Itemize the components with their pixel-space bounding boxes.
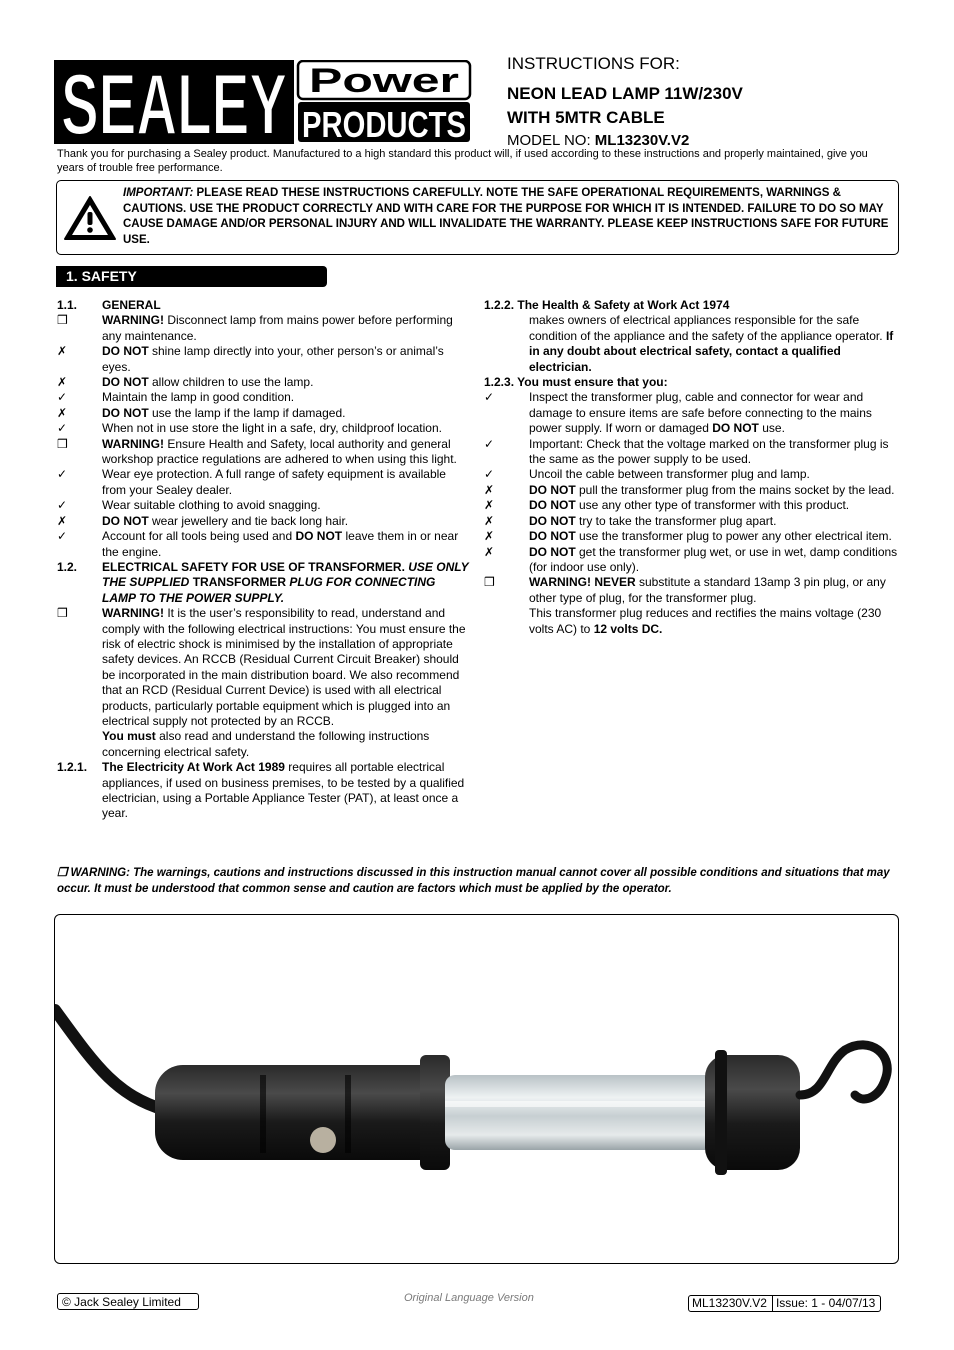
item-bold: 1.2.2. The Health & Safety at Work Act 1974: [484, 298, 730, 312]
list-item: [484, 437, 898, 468]
item-bold: DO NOT: [102, 405, 149, 420]
important-notice-box: [56, 180, 899, 255]
checkbox-icon: ❒: [57, 606, 68, 621]
list-item: [57, 514, 471, 529]
check-icon: ✓: [484, 467, 495, 482]
item-text: Inspect the transformer plug, cable and connector for wear and damage to ensure items are safe before connecting to the mains power supply. If worn or damaged: [529, 390, 872, 436]
important-body: PLEASE READ THESE INSTRUCTIONS CAREFULLY. NOTE THE SAFE OPERATIONAL REQUIREMENTS, WARNINGS & CAUTIONS. USE THE PRODUCT CORRECTLY AND WITH CARE FOR THE PURPOSE FOR WHICH IT IS INTENDED. FAILURE TO DO SO MAY CAUSE DAMAGE AND/OR PERSONAL INJURY AND WILL INVALIDATE THE WARRANTY. PLEASE KEEP INSTRUCTIONS SAFE FOR FUTURE USE.: [123, 187, 889, 246]
list-item: [57, 344, 471, 375]
list-item-text: [102, 344, 471, 375]
power-products-logo: [294, 60, 472, 144]
title-block: [507, 54, 927, 150]
item-text: use any other type of transformer with this product.: [575, 498, 850, 513]
list-item: [57, 421, 471, 436]
list-item-text: [102, 514, 471, 529]
heading-number: 1.1.: [57, 298, 78, 312]
product-image-frame: [54, 914, 899, 1264]
switch-button: [310, 1127, 336, 1153]
cross-icon: ✗: [484, 529, 495, 544]
list-item: [484, 498, 898, 513]
hanging-hook: [800, 1045, 887, 1099]
item-bold: DO NOT: [102, 344, 149, 359]
item-text: Wear eye protection. A full range of safety equipment is available from your Sealey dealer.: [102, 467, 446, 497]
heading-1-2-2: [484, 298, 898, 313]
item-text: Wear suitable clothing to avoid snagging.: [102, 498, 321, 513]
heading-1-2-3: 1.2.3. You must ensure that you:: [484, 375, 668, 390]
list-item: [57, 390, 471, 405]
product-name-line2: WITH 5MTR CABLE: [507, 108, 665, 127]
heading-part: ELECTRICAL SAFETY FOR USE OF TRANSFORMER.: [102, 559, 409, 574]
heading-1-2: [57, 560, 471, 606]
item-bold: DO NOT: [529, 529, 576, 544]
list-item-text: [529, 437, 898, 468]
list-item-text: [529, 467, 898, 482]
item-bold: If in any doubt about electrical safety, contact a qualified electrician.: [529, 328, 894, 374]
list-item: [484, 529, 898, 544]
item-text: Important: Check that the voltage marked on the transformer plug is the same as the power supply to be used.: [529, 436, 889, 467]
item-bold: 12 volts DC.: [593, 621, 663, 636]
item-text: Uncoil the cable between transformer plug and lamp.: [529, 467, 810, 482]
cross-icon: ✗: [484, 513, 495, 528]
item-text: wear jewellery and tie back long hair.: [148, 513, 349, 528]
item-text: When not in use store the light in a safe, dry, childproof location.: [102, 421, 442, 436]
list-item-text: [102, 313, 471, 344]
item-bold: DO NOT: [529, 544, 576, 559]
list-item-text: [529, 529, 898, 544]
heading-1-2-2-body: [484, 313, 898, 375]
heading-part: USE ONLY THE SUPPLIED: [102, 559, 469, 590]
logo-products-text: PRODUCTS: [302, 104, 466, 144]
item-text: shine lamp directly into your, other person’s or animal’s eyes.: [102, 344, 444, 374]
list-item-text: [102, 498, 471, 513]
item-text: use.: [758, 421, 785, 436]
item-text: use the transformer plug to power any other electrical item.: [575, 529, 892, 544]
list-item-text: [529, 483, 898, 498]
item-bold: DO NOT: [102, 513, 149, 528]
list-item-text: [102, 437, 471, 468]
check-icon: ✓: [57, 529, 68, 544]
logo-power-text: Power: [309, 62, 459, 100]
list-item-text: [102, 421, 471, 436]
item-text: Account for all tools being used and: [102, 529, 296, 544]
item-bold: You must: [102, 729, 156, 744]
heading-part: TRANSFORMER: [189, 575, 290, 590]
list-item: [484, 514, 898, 529]
list-item: [57, 467, 471, 498]
you-must-paragraph: [57, 729, 471, 760]
item-text: Disconnect lamp from mains power before performing any maintenance.: [102, 313, 453, 343]
checkbox-icon: ❒: [484, 575, 495, 590]
item-text: This transformer plug reduces and rectifies the mains voltage (230 volts AC) to: [529, 606, 882, 636]
item-text: Maintain the lamp in good condition.: [102, 390, 295, 405]
item-text: try to take the transformer plug apart.: [575, 513, 777, 528]
list-item: [57, 313, 471, 344]
sealey-logo-text: SEALEY: [61, 60, 287, 144]
model-label: MODEL NO:: [507, 132, 591, 149]
heading-title: GENERAL: [102, 298, 161, 312]
section-heading-safety: [56, 266, 327, 287]
item-text: also read and understand the following instructions concerning electrical safety.: [102, 729, 430, 759]
list-item-text: [102, 390, 471, 405]
list-item: [57, 406, 471, 421]
cross-icon: ✗: [57, 513, 68, 528]
item-text: makes owners of electrical appliances responsible for the safe condition of the appliance and the safety of the appliance operator.: [529, 313, 886, 343]
item-text: pull the transformer plug from the mains socket by the lead.: [575, 482, 895, 497]
heading-number: 1.2.: [57, 559, 78, 574]
item-text: get the transformer plug wet, or use in wet, damp conditions (for indoor use only).: [529, 544, 898, 574]
list-item: [484, 575, 898, 606]
item-bold: WARNING! NEVER: [529, 575, 636, 590]
list-item-text: [102, 375, 471, 390]
list-item-text: [102, 467, 471, 498]
heading-part: PLUG FOR CONNECTING LAMP TO THE POWER SUPPLY.: [102, 575, 436, 605]
footer-model-number: ML13230V.V2: [692, 1296, 767, 1310]
model-number: ML13230V.V2: [594, 132, 690, 149]
right-column: [484, 298, 898, 637]
cross-icon: ✗: [484, 544, 495, 559]
list-item: [57, 498, 471, 513]
checkbox-icon: ❒: [57, 436, 68, 451]
section-title: 1. SAFETY: [66, 268, 137, 284]
item-text: leave them in or near the engine.: [102, 529, 459, 559]
heading-title: [102, 560, 471, 606]
neon-lamp-image: [55, 915, 898, 1263]
item-bold: DO NOT: [295, 529, 343, 544]
item-text: use the lamp if the lamp if damaged.: [148, 405, 346, 420]
item-text: substitute a standard 13amp 3 pin plug, or any other type of plug, for the transformer plug.: [529, 575, 886, 605]
list-item-text: [102, 529, 471, 560]
thank-you-text: Thank you for purchasing a Sealey product. Manufactured to a high standard this product will, if used according to these instructions and properly maintained, give you years of trouble free performance.: [57, 148, 868, 174]
heading-1-2-1: [57, 760, 471, 822]
check-icon: ✓: [484, 390, 495, 405]
cross-icon: ✗: [57, 344, 68, 359]
footer-model-issue: [688, 1295, 881, 1312]
list-item: [57, 529, 471, 560]
item-text: allow children to use the lamp.: [148, 375, 314, 390]
list-item: [57, 606, 471, 729]
list-item: [57, 375, 471, 390]
cross-icon: ✗: [484, 482, 495, 497]
list-item-text: [529, 545, 898, 576]
list-item-text: [102, 760, 471, 822]
item-bold: WARNING!: [102, 436, 164, 451]
lamp-handle: [155, 1065, 455, 1160]
cross-icon: ✗: [57, 375, 68, 390]
list-item: [484, 390, 898, 436]
list-item: [57, 437, 471, 468]
instructions-for-label: INSTRUCTIONS FOR:: [507, 54, 680, 73]
heading-number: 1.2.1.: [57, 760, 88, 775]
item-bold: DO NOT: [529, 498, 576, 513]
item-bold: WARNING!: [102, 606, 164, 621]
list-item-text: [529, 514, 898, 529]
transformer-note: [484, 606, 898, 637]
heading-1-1: [57, 298, 471, 313]
check-icon: ✓: [57, 498, 68, 513]
check-icon: ✓: [484, 436, 495, 451]
product-name-line1: NEON LEAD LAMP 11W/230V: [507, 84, 743, 103]
list-item-text: [102, 606, 471, 729]
important-notice-text: [123, 186, 893, 248]
warning-triangle-icon: [63, 195, 117, 246]
power-products-logo-graphic: [294, 60, 472, 144]
cross-icon: ✗: [57, 405, 68, 420]
check-icon: ✓: [57, 390, 68, 405]
neon-tube: [445, 1075, 715, 1150]
footer-issue: Issue: 1 - 04/07/13: [772, 1296, 880, 1311]
cross-icon: ✗: [484, 498, 495, 513]
item-text: Ensure Health and Safety, local authority and general workshop practice regulations are adhered to when using this light.: [102, 436, 457, 467]
item-bold: DO NOT: [529, 482, 576, 497]
right-items-list: [484, 390, 898, 606]
bottom-warning: ❒ WARNING: The warnings, cautions and instructions discussed in this instruction manual cannot cover all possible conditions and situations that may occur. It must be understood that common sense and caution are factors which must be applied by the operator.: [57, 867, 890, 895]
check-icon: ✓: [57, 467, 68, 482]
item-bold: DO NOT: [529, 513, 576, 528]
left-column: [57, 298, 471, 822]
item-bold: DO NOT: [712, 421, 759, 436]
item-bold: The Electricity At Work Act 1989: [102, 760, 285, 775]
copyright-label: © Jack Sealey Limited: [57, 1293, 199, 1310]
sealey-logo-graphic: [54, 60, 294, 144]
item-bold: DO NOT: [102, 375, 149, 390]
list-item: [484, 467, 898, 482]
sealey-logo: [54, 60, 294, 144]
list-item-text: [529, 575, 898, 606]
item-bold: WARNING!: [102, 313, 164, 328]
important-label: IMPORTANT:: [123, 187, 194, 199]
original-language-label: Original Language Version: [404, 1292, 534, 1304]
list-item: [484, 545, 898, 576]
check-icon: ✓: [57, 421, 68, 436]
list-item-text: [102, 406, 471, 421]
list-item: [484, 483, 898, 498]
item-text: requires all portable electrical appliances, if used on business premises, to be tested by a qualified electrician, using a Portable Appliance Tester (PAT), at least once a year.: [102, 760, 465, 821]
item-text: It is the user’s responsibility to read, understand and comply with the following electrical instructions: You must ensure the risk of electric shock is minimised by the installation of appropriate safety devices. An RCCB (Residual Current Circuit Breaker) should be incorporated in the main distribution board. We also recommend that an RCD (Residual Current Device) is used with all electrical products, particularly portable equipment which is plugged into an electrical supply not protected by an RCCB.: [102, 606, 466, 728]
left-items-list: [57, 313, 471, 529]
checkbox-icon: ❒: [57, 313, 68, 328]
list-item-text: [529, 498, 898, 513]
list-item-text: [529, 390, 898, 436]
